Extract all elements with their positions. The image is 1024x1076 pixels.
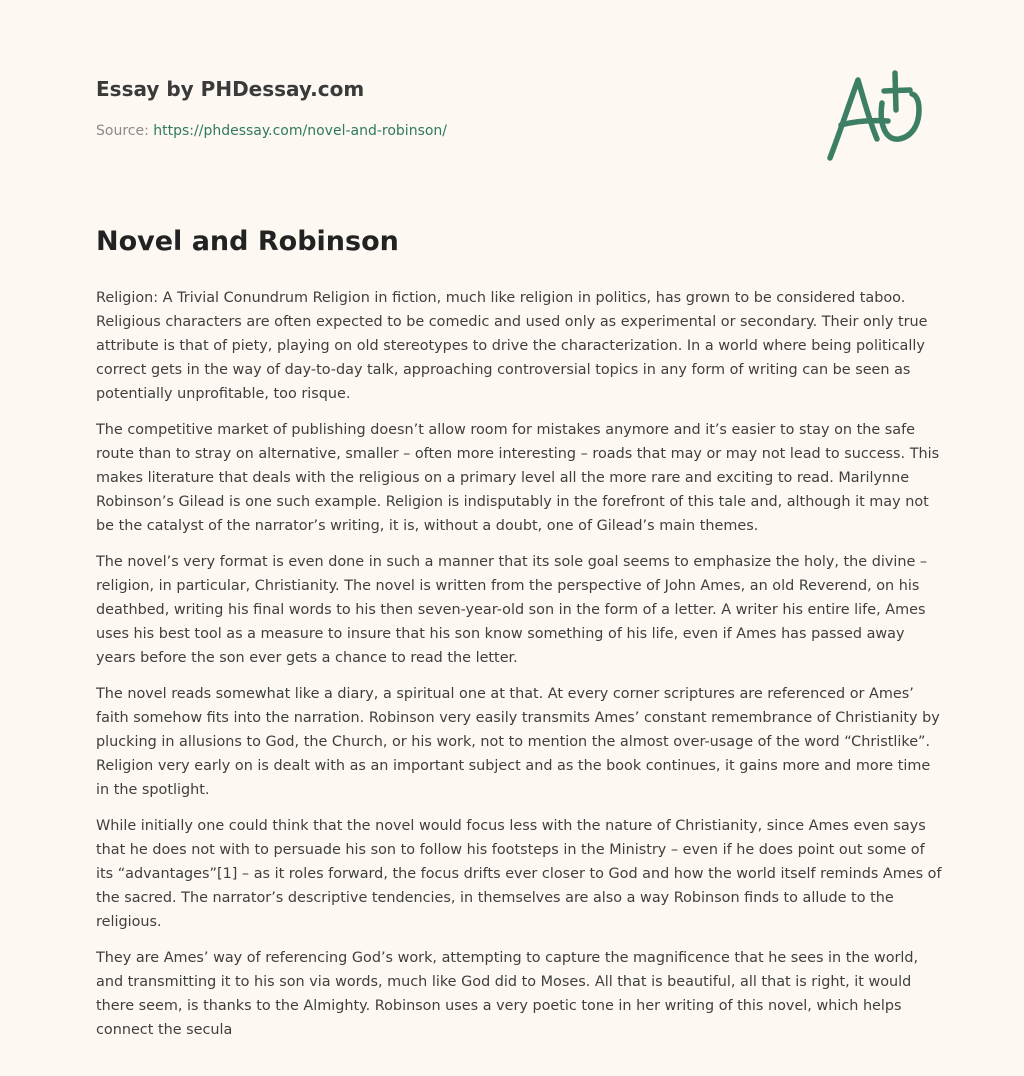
essay-paragraph: The competitive market of publishing doesn’t allow room for mistakes anymore and it’s easier to stay on the safe route than to stray on alternative, smaller – often more interesting – roads that may or may not lead to success. This makes literature that deals with the religious on a primary level all the more rare and exciting to read. Marilynne Robinson’s Gilead is one such example. Religion is indisputably in the forefront of this tale and, although it may not be the catalyst of the narrator’s writing, it is, without a doubt, one of Gilead’s main themes. <box>96 422 940 534</box>
essay-body <box>96 286 946 1064</box>
essay-paragraph: While initially one could think that the novel would focus less with the nature of Christianity, since Ames even says that he does not with to persuade his son to follow his footsteps in the Ministry – even if he does point out some of its “advantages”[1] – as it roles forward, the focus drifts ever closer to God and how the world itself reminds Ames of the sacred. The narrator’s descriptive tendencies, in themselves are also a way Robinson finds to allude to the religious. <box>96 818 942 930</box>
site-brand: Essay by PHDessay.com <box>96 77 365 101</box>
source-label: Source: <box>96 123 154 139</box>
essay-paragraph: They are Ames’ way of referencing God’s work, attempting to capture the magnificence that he sees in the world, and transmitting it to his son via words, much like God did to Moses. All that is beautiful, all that is right, it would there seem, is thanks to the Almighty. Robinson uses a very poetic tone in her writing of this novel, which helps connect the secula <box>96 950 919 1038</box>
essay-paragraph: The novel reads somewhat like a diary, a spiritual one at that. At every corner scriptures are referenced or Ames’ faith somehow fits into the narration. Robinson very easily transmits Ames’ constant remembrance of Christianity by plucking in allusions to God, the Church, or his work, not to mention the almost over-usage of the word “Christlike”. Religion very early on is dealt with as an important subject and as the book continues, it gains more and more time in the spotlight. <box>96 686 940 798</box>
essay-paragraph: Religion: A Trivial Conundrum Religion in fiction, much like religion in politics, has grown to be considered taboo. Religious characters are often expected to be comedic and used only as experimental or secondary. Their only true attribute is that of piety, playing on old stereotypes to drive the characterization. In a world where being politically correct gets in the way of day-to-day talk, approaching controversial topics in any form of writing can be seen as potentially unprofitable, too risque. <box>96 290 928 402</box>
a-plus-logo-icon <box>822 68 928 164</box>
essay-title: Novel and Robinson <box>96 226 399 257</box>
source-link[interactable]: https://phdessay.com/novel-and-robinson/ <box>153 123 448 139</box>
essay-paragraph: The novel’s very format is even done in such a manner that its sole goal seems to emphasize the holy, the divine – religion, in particular, Christianity. The novel is written from the perspective of John Ames, an old Reverend, on his deathbed, writing his final words to his then seven-year-old son in the form of a letter. A writer his entire life, Ames uses his best tool as a measure to insure that his son know something of his life, even if Ames has passed away years before the son ever gets a chance to read the letter. <box>96 554 928 666</box>
source-line <box>96 123 447 139</box>
